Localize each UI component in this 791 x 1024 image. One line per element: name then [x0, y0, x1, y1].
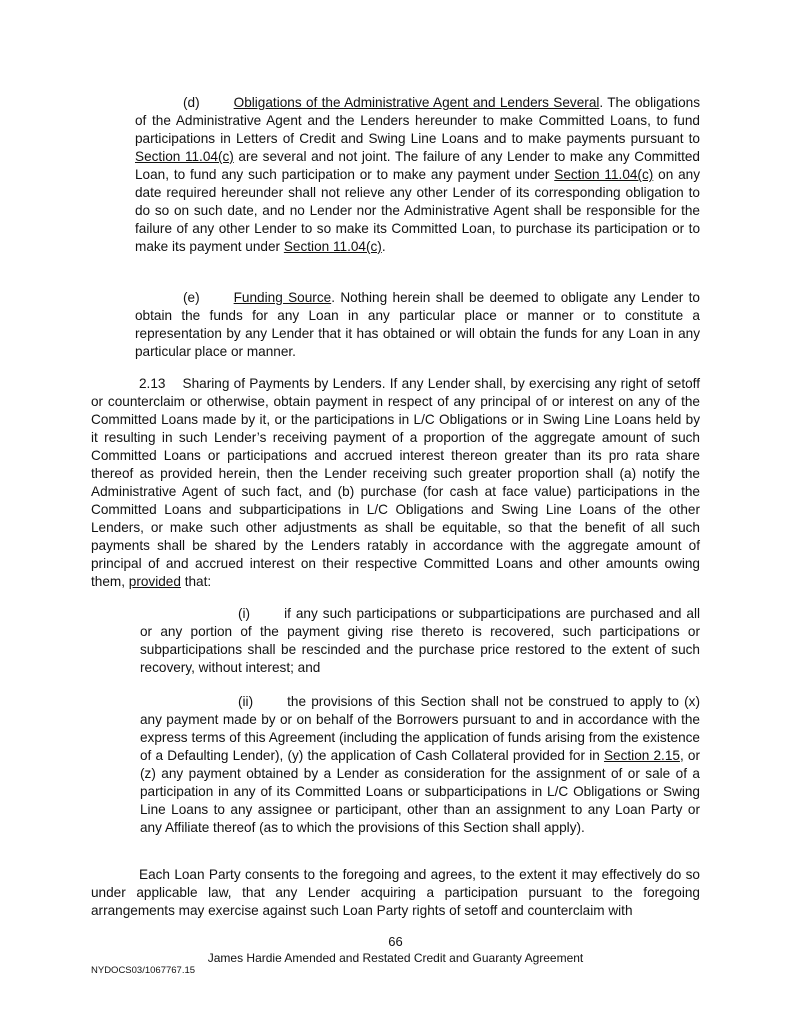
- clause-ii-text-1: the provisions of this Section shall not be construed to apply to (x) any payment made by or on behalf of the Borrowers pursuant to and in accordance with the express terms of this Agreement (including the application of funds arising from the existence of a Defaulting Lender), (y) the application of Cash Collateral provided for in: [140, 694, 700, 763]
- section-11-04c-reference-3: Section 11.04(c): [283, 239, 382, 254]
- paragraph-d-text-3: on any date required hereunder shall not relieve any other Lender of its corresponding obligation to do so on such date, and no Lender nor the Administrative Agent shall be responsible for the failure of any other Lender to so make its Committed Loan, to purchase its participation or to make its payment under: [135, 167, 701, 254]
- paragraph-d-text-2: are several and not joint. The failure of any Lender to make any Committed Loan, to fund any such participation or to make any payment under: [135, 149, 700, 182]
- paragraph-d: [135, 94, 700, 256]
- section-11-04c-reference-1: Section 11.04(c): [135, 149, 234, 164]
- paragraph-d-text-4: .: [381, 239, 386, 254]
- paragraph-consent-text: Each Loan Party consents to the foregoing and agrees, to the extent it may effectively do so under applicable law, that any Lender acquiring a participation pursuant to the foregoing arrangements may exercise against such Loan Party rights of setoff and counterclaim with: [91, 867, 700, 918]
- clause-ii: [140, 693, 700, 837]
- footer-title: James Hardie Amended and Restated Credit and Guaranty Agreement: [207, 951, 584, 965]
- paragraph-e-heading: Funding Source: [233, 290, 332, 305]
- paragraph-d-label: (d): [183, 95, 200, 110]
- paragraph-e-label: (e): [183, 290, 200, 305]
- paragraph-d-heading: Obligations of the Administrative Agent and Lenders Several: [233, 95, 600, 110]
- clause-i-label: (i): [238, 606, 251, 621]
- section-2-13-number: 2.13: [139, 376, 166, 391]
- section-2-13: [91, 375, 700, 591]
- section-2-13-title: Sharing of Payments by Lenders: [182, 376, 382, 391]
- document-id: NYDOCS03/1067767.15: [91, 965, 196, 976]
- paragraph-e-text: . Nothing herein shall be deemed to obligate any Lender to obtain the funds for any Loan in any particular place or manner or to constitute a representation by any Lender that it has obtained or will obtain the funds for any Loan in any particular place or manner.: [135, 290, 700, 359]
- clause-ii-text-2: , or (z) any payment obtained by a Lender as consideration for the assignment of or sale of a participation in any of its Committed Loans or subparticipations in L/C Obligations or Swing Line Loans to any assignee or participant, other than an assignment to any Loan Party or any Affiliate thereof (as to which the provisions of this Section shall apply).: [140, 748, 701, 835]
- paragraph-consent: [91, 866, 700, 920]
- paragraph-e: [135, 289, 700, 361]
- clause-i: [140, 605, 700, 677]
- clause-i-text: if any such participations or subparticipations are purchased and all or any portion of the payment giving rise thereto is recovered, such participations or subparticipations shall be rescinded and the purchase price restored to the extent of such recovery, without interest; and: [140, 606, 700, 675]
- page-number: 66: [388, 934, 403, 949]
- paragraph-d-text-1: . The obligations of the Administrative Agent and the Lenders hereunder to make Committed Loans, to fund participations in Letters of Credit and Swing Line Loans and to make payments pursuant to: [135, 95, 700, 146]
- clause-ii-label: (ii): [238, 694, 254, 709]
- section-11-04c-reference-2: Section 11.04(c): [554, 167, 654, 182]
- section-2-13-text-2: that:: [180, 574, 212, 589]
- section-2-13-text-1: . If any Lender shall, by exercising any right of setoff or counterclaim or otherwise, obtain payment in respect of any principal of or interest on any of the Committed Loans made by it, or the participations in L/C Obligations or in Swing Line Loans held by it resulting in such Lender’s receiving payment of a proportion of the aggregate amount of such Committed Loans or participations and accrued interest thereon greater than its pro rata share thereof as provided herein, then the Lender receiving such greater proportion shall (a) notify the Administrative Agent of such fact, and (b) purchase (for cash at face value) participations in the Committed Loans and subparticipations in L/C Obligations and Swing Line Loans of the other Lenders, or make such other adjustments as shall be equitable, so that the benefit of all such payments shall be shared by the Lenders ratably in accordance with the aggregate amount of principal of and accrued interest on their respective Committed Loans and other amounts owing them,: [91, 376, 700, 589]
- section-2-15-reference: Section 2.15: [603, 748, 680, 763]
- proviso-term: provided: [128, 574, 181, 589]
